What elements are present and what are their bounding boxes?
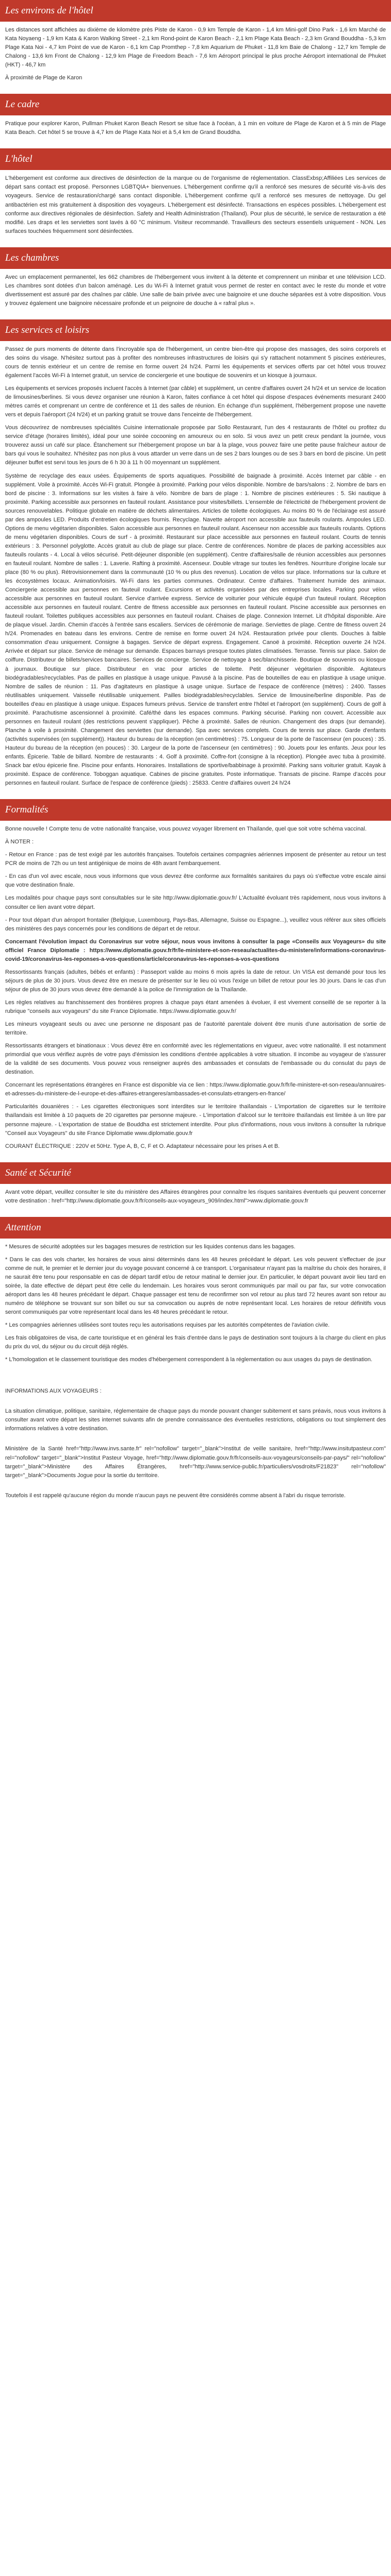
section-hotel xyxy=(0,148,391,247)
informations-situation: La situation climatique, politique, sanitaire, réglementaire de chaque pays du monde pouvant changer subitement et sans préavis, nous vous invitons à consulter avant votre départ les sites internet suivants afin de prendre connaissance des éventuelles restrictions, obligations ou tout simplement des informations relatives à votre destination. xyxy=(5,1408,386,1432)
formalites-escale: - En cas d'un vol avec escale, nous vous informons que vous devrez être conforme aux formalités sanitaires du pays où s'effectue votre escale ainsi que votre destination finale. xyxy=(5,873,386,889)
section-title-hotel: L'hôtel xyxy=(0,148,391,170)
section-body-formalites xyxy=(0,821,391,1162)
section-title-cadre: Le cadre xyxy=(0,94,391,115)
section-body-cadre xyxy=(0,115,391,148)
section-body-chambres xyxy=(0,269,391,319)
attention-horaires: * Dans le cas des vols charter, les horaires de vous ainsi déterminés dans les 48 heures précédant le départ. Les vols peuvent s'effectuer de jour comme de nuit, le premier et le dernier jour du voyage pouvant concerné à ce transport. L'organisateur n'ayant pas la maîtrise du choix des horaires, il ne saurait être tenu pour responsable en cas de départ tardif et/ou de retour matinal le dernier jour. En particulier, le départ pouvant avoir lieu tard en soirée, la date effective de départ peut être celle du lendemain. Les horaires vous seront communiqués par mail ou par fax, sur votre convocation aéroport dans les 48 heures précédant le départ. Chaque passager est tenu de reconfirmer son vol retour au plus tard 72 heures avant son retour au numéro de téléphone se trouvant sur son billet ou sur sa convocation ou auprès de notre représentant local. Les horaires de retour définitifs vous seront communiqués par votre représentant local dans les 48 heures précédant le retour. xyxy=(5,1256,386,1316)
section-services xyxy=(0,319,391,799)
section-body-services xyxy=(0,341,391,799)
cadre-text: Pratique pour explorer Karon, Pullman Phuket Karon Beach Resort se situe face à l'océan, à 1 min en voiture de Plage de Karon et à 5 min de Plage Kata Beach. Cet hôtel 5 se trouve à 4,7 km de Plage Kata Noi et à 5,4 km de Grand Bouddha. xyxy=(5,121,386,136)
services-dining: Vous découvrirez de nombreuses spécialités Cuisine internationale proposée par Sollo Restaurant, l'un des 4 restaurants de l'hôtel ou profitez du service d'étage (horaires limités), idéal pour une soirée cocooning en amoureux ou en solo. Si vous avez un petit creux pendant la journée, vous trouverez aussi un café sur place. Étanchement sur l'hébergement propose un bar à la plage, vous pouvez faire une petite pause fraîcheur autour de bars qui vous le souhaitez. N'hésitez pas non plus à vous attarder un verre dans un de ses 2 bars lounges ou de ses 3 bars en bord de piscine. Un petit déjeuner buffet est servi tous les jours de 6 h 30 à 11 h 00 moyennant un supplément. xyxy=(5,425,386,466)
section-title-chambres: Les chambres xyxy=(0,247,391,269)
environs-distances: Les distances sont affichées au dixième de kilomètre près Piste de Karon - 0,9 km Temple de Karon - 1,4 km Mini-golf Dino Park - 1,6 km Marché de Kata Noyaeng - 1,9 km Kata & Karon Walking Street - 2,1 km Rond-point de Karon Beach - 2,1 km Plage Kata Beach - 2,3 km Grand Bouddha - 5,3 km Plage Kata Noi - 4,7 km Point de vue de Karon - 6,1 km Cap Promthep - 7,8 km Aquarium de Phuket - 11,8 km Baie de Chalong - 12,7 km Temple de Chalong - 13,6 km Front de Chalong - 12,9 km Plage de Freedom Beach - 7,6 km Aéroport principal le plus proche Aéroport international de Phuket (HKT) - 46,7 km xyxy=(5,27,386,69)
formalites-representations: Concernant les représentations étrangères en France est disponible via ce lien : https://www.diplomatie.gouv.fr/fr/le-ministere-et-son-reseau/annuaires-et-adresses-du-ministere-de-l-europe-et-des-affaires-etrangeres/ambassades-et-consulats-etrangers-en-france/ xyxy=(5,1082,386,1097)
section-body-environs xyxy=(0,22,391,94)
section-body-informations xyxy=(0,1376,391,1511)
formalites-coronavirus-link[interactable]: Concernant l'évolution impact du Coronavirus sur votre séjour, nous vous invitons à consulter la page «Conseils aux Voyageurs» du site officiel France Diplomatie : https://www.diplomatie.gouv.fr/fr/le-ministere-et-son-reseau/actualites-du-ministere/informations-coronavirus-covid-19/coronavirus-les-reponses-a-vos-questions/article/coronavirus-les-reponses-a-vos-questions xyxy=(5,938,386,962)
formalites-note-heading: À NOTER : xyxy=(5,839,34,845)
informations-terrorisme: Toutefois il est rappelé qu'aucune région du monde n'aucun pays ne peuvent être considérés comme absent à l'abri du risque terroriste. xyxy=(5,1492,346,1499)
section-sante xyxy=(0,1162,391,1217)
section-title-formalites: Formalités xyxy=(0,799,391,821)
section-chambres xyxy=(0,247,391,319)
informations-links[interactable]: Ministère de la Santé href="http://www.invs.sante.fr" rel="nofollow" target="_blank">Institut de veille sanitaire, href="http://www.insitutpasteur.com" rel="nofollow" target="_blank">Institut Pasteur Voyage, href="http://www.diplomatie.gouv.fr/fr/conseils-aux-voyageurs/conseils-par-pays/" rel="nofollow" target="_blank">Ministère des Affaires Étrangères, href="http://www.service-public.fr/particuliers/vosdroits/F21823" rel="nofollow" target="_blank">Documents Jogue pour la sortie du territoire. xyxy=(5,1446,386,1479)
sante-text: Avant votre départ, veuillez consulter le site du ministère des Affaires étrangères pour connaître les risques sanitaires éventuels qui peuvent concerner votre destination : href="http://www.diplomatie.gouv.fr/fr/conseils-aux-voyageurs_909/index.html">www.diplomatie.gouv.fr xyxy=(5,1189,386,1204)
attention-bagages: * Mesures de sécurité adoptées sur les bagages mesures de restriction sur les liquides contenus dans les bagages. xyxy=(5,1243,296,1250)
section-body-hotel xyxy=(0,170,391,247)
hotel-text: L'hébergement est conforme aux directives de désinfection de la marque ou de l'organisme de réglementation. ClassExbsp;Affiliées Les services de départ sans contact est proposé. Personnes LGBTQIA+ bienvenues. L'hébergement confirme qu'il a renforcé ses mesures de sécurité vis-à-vis des voyageurs. Service de restauration/chargé sans contact disponible. L'hébergement confirme qu'il a renforcé ses mesures de nettoyage. Du gel antibactérien est mis gratuitement à disposition des voyageurs. L'hébergement est désinfecté. Transactions en espèces possibles. L'hébergement est conforme aux directives régionales de désinfection. Safety and Health Administration (Thailand). Pour plus de sécurité, le service de restauration a été modifié. Les draps et les serviettes sont lavés à 60 °C minimum. Visiteur recommandé. Travailleurs des secteurs essentiels uniquement - NON. Les surfaces touchées fréquemment sont désinfectées. xyxy=(5,175,386,234)
section-body-attention xyxy=(0,1239,391,1376)
chambres-text: Avec un emplacement permanentel, les 662 chambres de l'hébergement vous invitent à la détente et comprennent un minibar et une télévision LCD. Les chambres sont dotées d'un balcon aménagé. Les du Wi-Fi à Internet gratuit vous permet de rester en contact avec le reste du monde et votre divertissement est assuré par des chaînes par câble. Une salle de bain privée avec une baignoire et une douche séparées est à votre disposition. Vous y trouvez également une baignoire nécessaire profonde et un peignoire de douche à « rafraî plus ». xyxy=(5,274,386,307)
formalites-etrangers: Ressortissants étrangers et binationaux : Vous devez être en conformité avec les réglementations en vigueur, avec votre nationalité. Il est notamment primordial que vous vérifiez auprès de votre pays d'émission les conditions d'entrée applicables à votre situation. Il incombe au voyageur de s'assurer de la validité de ses documents. Vous pouvez vous renseigner auprès des ambassades et consulats de l'embassade ou du consulat du pays de destination. xyxy=(5,1043,386,1076)
formalites-modalites: Les modalités pour chaque pays sont consultables sur le site http://www.diplomatie.gouv.fr/ L'Actualité évoluant très rapidement, nous vous invitons à consulter ce lien avant votre départ. xyxy=(5,895,386,910)
formalites-intro: Bonne nouvelle ! Compte tenu de votre nationalité française, vous pouvez voyager librement en Thaïlande, quel que soit votre schéma vaccinal. xyxy=(5,826,367,833)
formalites-courant: COURANT ÉLECTRIQUE : 220V et 50Hz. Type A, B, C, F et O. Adaptateur nécessaire pour les prises A et B. xyxy=(5,1143,280,1149)
section-environs xyxy=(0,0,391,94)
section-title-environs: Les environs de l'hôtel xyxy=(0,0,391,22)
formalites-ressortissants: Ressortissants français (adultes, bébés et enfants) : Passeport valide au moins 6 mois après la date de retour. Un VISA est demandé pour tous les séjours de plus de 30 jours. Vous devez être en mesure de présenter sur le lieu où vous l'exige un billet de retour pour les 30 jours. Dans le cas d'un séjour de plus de 30 jours vous devez être demandé à la police de l'immigration de la Thaïlande. xyxy=(5,969,386,993)
section-cadre xyxy=(0,94,391,148)
attention-classement: * L'homologation et le classement touristique des modes d'hébergement correspondent à la réglementation ou aux usages du pays de destination. xyxy=(5,1357,372,1363)
formalites-douane: Particularités douanières : - Les cigarettes électroniques sont interdites sur le territoire thaïlandais - L'importation de cigarettes sur le territoire thaïlandais est limitée à 10 paquets de 20 cigarettes par personne majeure. - L'importation d'alcool sur le territoire thaïlandais est limitée à un litre par personne majeure. - L'exportation de statue de Bouddha est strictement interdite. Pour plus d'informations, nous vous invitons à consulter la rubrique "Conseil aux Voyageurs" du site France Diplomatie www.diplomatie.gouv.fr xyxy=(5,1104,386,1137)
section-informations xyxy=(0,1376,391,1511)
section-title-services: Les services et loisirs xyxy=(0,319,391,341)
services-spa: Passez de purs moments de détente dans l'incroyable spa de l'hébergement, un centre bien-être qui propose des massages, des soins corporels et des soins du visage. N'hésitez surtout pas à profiter des nombreuses infrastructures de loisirs qui s'y rattachent notamment 5 piscines extérieures, cours de tennis extérieur et un centre de remise en forme ouvert 24 h/24. Parmi les équipements et services offerts par cet hôtel vous trouvez également l'accès Wi-Fi à Internet gratuit, un service de conciergerie et une boutique de souvenirs et un kiosque à journaux. xyxy=(5,346,386,379)
services-amenities-list: Système de recyclage des eaux usées. Équipements de sports aquatiques. Possibilité de baignade à proximité. Accès Internet par câble - en supplément. Voile à proximité. Accès Wi-Fi gratuit. Plongée à proximité. Parking pour vélos disponible. Nombre de bars/salons : 2. Nombre de bars en bord de piscine : 3. Informations sur les visites à faire à vélo. Nombre de bars de plage : 1. Nombre de piscines extérieures : 5. Ski nautique à proximité. Parking accessible aux personnes en fauteuil roulant. Assistance pour visites/billets. L'ensemble de l'électricité de l'hébergement provient de sources renouvelables. Politique globale en matière de déchets alimentaires. Articles de toilette écologiques. Au moins 80 % de l'éclairage est assuré par des ampoules LED. Produits d'entretien écologiques fournis. Recyclage. Navette aéroport non accessible aux fauteuils roulants. Ampoules LED. Options de menu végétarien disponibles. Salon accessible aux personnes en fauteuil roulant. Ascenseur non accessible aux fauteuils roulants. Options de menu végétarien disponibles. Cours de surf - à proximité. Restaurant sur place accessible aux personnes en fauteuil roulant. Courts de tennis extérieurs : 3. Personnel polyglotte. Accès gratuit au club de plage sur place. Centre de conférences. Nombre de places de parking accessibles aux fauteuils roulants - 4. Local à vélos sécurisé. Petit-déjeuner disponible (en supplément). Centre d'affaires/salle de réunion accessibles aux personnes en fauteuil roulant. Nombre de salles : 1. Laverie. Rafting à proximité. Ascenseur. Double vitrage sur toutes les fenêtres. Nourriture d'origine locale sur place (80 % ou plus). Rétrovisionnement dans la communauté (10 % ou plus des revenus). Location de vélos sur place. Informations sur la culture et les écosystèmes locaux. Animation/loisirs. Wi-Fi dans les parties communes. Ordinateur. Centre d'affaires. Traitement humide des animaux. Conciergerie accessible aux personnes en fauteuil roulant. Excursions et activités organisées par des entreprises locales. Parking pour vélos accessible aux personnes en fauteuil roulant. Service d'arrivée express. Service de voiturier pour véhicule équipé d'un fauteuil roulant. Réception accessible aux personnes en fauteuil roulant. Centre de fitness accessible aux personnes en fauteuil roulant. Piscine accessible aux personnes en fauteuil roulant. Toilettes publiques accessibles aux personnes en fauteuil roulant. Chaises de plage. Connexion Internet. Lit d'hôpital disponible. Aire de plaque visuel. Jardin. Chemin d'accès à l'entrée sans escaliers. Services de cérémonie de mariage. Serviettes de plage. Centre de fitness ouvert 24 h/24. Promenades en bateau dans les environs. Centre de remise en forme ouvert 24 h/24. Restauration privée pour clients. Douches à faible consommation d'eau uniquement. Consigne à bagages. Service de départ express. Engagement. Canoë à proximité. Réception ouverte 24 h/24. Arrivée et départ sur place. Service de ménage sur demande. Espaces barnays presque toutes plates climatisées. Terrasse. Tennis sur place. Salon de coiffure. Distributeur de billets/services bancaires. Services de concierge. Service de nettoyage à sec/blanchisserie. Boutique de souvenirs ou kiosque à journaux. Boutique sur place. Distributeur en vrac pour articles de toilette. Petit déjeuner végétarien disponible. Agitateurs biodégradables/recyclables. Pas de pailles en plastique à usage unique. Pavusé à la piscine. Pas de bouteilles de eau en plastique à usage unique. Nombre de salles de réunion : 11. Pas d'agitateurs en plastique à usage unique. Surface de l'espace de conférence (mètres) : 2400. Tasses réutilisables uniquement. Vaisselle réutilisable uniquement. Pailles biodégradables/recyclables. Service de limousine/berline disponible. Pas de bouteilles d'eau en plastique à usage unique. Espaces fumeurs prévus. Service de transfert entre l'hôtel et l'aéroport (en supplément). Cours de golf à proximité. Parachutisme ascensionnel à proximité. Café/thé dans les espaces communs. Parking sécurisé. Parking non couvert. Accessible aux personnes en fauteuil roulant (des restrictions peuvent s'appliquer). Pêche à proximité. Salles de réunion. Changement des draps (sur demande). Planche à voile à proximité. Changement des serviettes (sur demande). Spa avec services complets. Cours de tennis sur place. Garde d'enfants (activités supervisées (en supplément)). Hauteur du bureau de la réception (en centimètres) : 75. Longueur de la porte de l'ascenseur (en pouces) : 35. Hauteur du bureau de la réception (en pouces) : 30. Largeur de la porte de l'ascenseur (en centimètres) : 90. Jouets pour les enfants. Jeux pour les enfants. Épicerie. Table de billard. Nombre de restaurants : 4. Golf à proximité. Coffre-fort (consigne à la réception). Plongée avec tuba à proximité. Snack bar et/ou épicerie fine. Piscine pour enfants. Honoraires. Installations de sportive/babbinage à proximité. Parking sans voiturier gratuit. Kayak à proximité. Espace de conférence. Toboggan aquatique. Cabines de piscine gratuites. Poste informatique. Transats de piscine. Rampe d'accès pour personnes en fauteuil roulant. Surface de l'espace de conférence (pieds) : 25833. Centre d'affaires ouvert 24 h/24 xyxy=(5,472,386,787)
section-attention xyxy=(0,1217,391,1376)
informations-heading: INFORMATIONS AUX VOYAGEURS : xyxy=(5,1388,102,1395)
section-title-sante: Santé et Sécurité xyxy=(0,1162,391,1184)
attention-compagnies: * Les compagnies aériennes utilisées sont toutes reçu les autorisations requises par les autorités compétentes de l'aviation civile. xyxy=(5,1322,330,1329)
section-body-sante xyxy=(0,1184,391,1217)
formalites-regles: Les règles relatives au franchissement des frontières propres à chaque pays étant amenées à évoluer, il est vivement conseillé de se reporter à la rubrique "conseils aux voyageurs" du site France Diplomatie. https://www.diplomatie.gouv.fr/ xyxy=(5,999,386,1014)
formalites-frontalier: - Pour tout départ d'un aéroport frontalier (Belgique, Luxembourg, Pays-Bas, Allemagne, Suisse ou Espagne...), veuillez vous référer aux sites officiels des ministères des pays concernés pour les conditions de départ et de retour. xyxy=(5,917,386,932)
section-formalites xyxy=(0,799,391,1162)
services-business: Les équipements et services proposés incluent l'accès à Internet (par câble) et supplément, un centre d'affaires ouvert 24 h/24 et un service de location de limousines/berlines. Si vous devez organiser une réunion à Karon, faites confiance à cet hôtel qui dispose d'espaces événements mesurant 2400 mètres carrés et comprenant un centre de conférence et 11 des salles de réunion. En échange d'un supplément, l'hébergement propose une navette vers et depuis l'aéroport (24 h/24) et un parking gratuit se trouve dans l'enceinte de l'hébergement. xyxy=(5,385,386,418)
formalites-retour: - Retour en France : pas de test exigé par les autorités françaises. Toutefois certaines compagnies aériennes imposent de présenter au retour un test PCR de moins de 72h ou un test antigénique de moins de 48h avant l'embarquement. xyxy=(5,852,386,867)
section-title-attention: Attention xyxy=(0,1217,391,1239)
environs-nearby: À proximité de Plage de Karon xyxy=(5,75,83,81)
attention-frais: Les frais obligatoires de visa, de carte touristique et en général les frais d'entrée dans le pays de destination sont toujours à la charge du client en plus du prix du vol, du séjour ou du circuit déjà réglés. xyxy=(5,1335,386,1350)
formalites-mineurs: Les mineurs voyageant seuls ou avec une personne ne disposant pas de l'autorité parentale doivent être munis d'une autorisation de sortie de territoire. xyxy=(5,1021,386,1037)
